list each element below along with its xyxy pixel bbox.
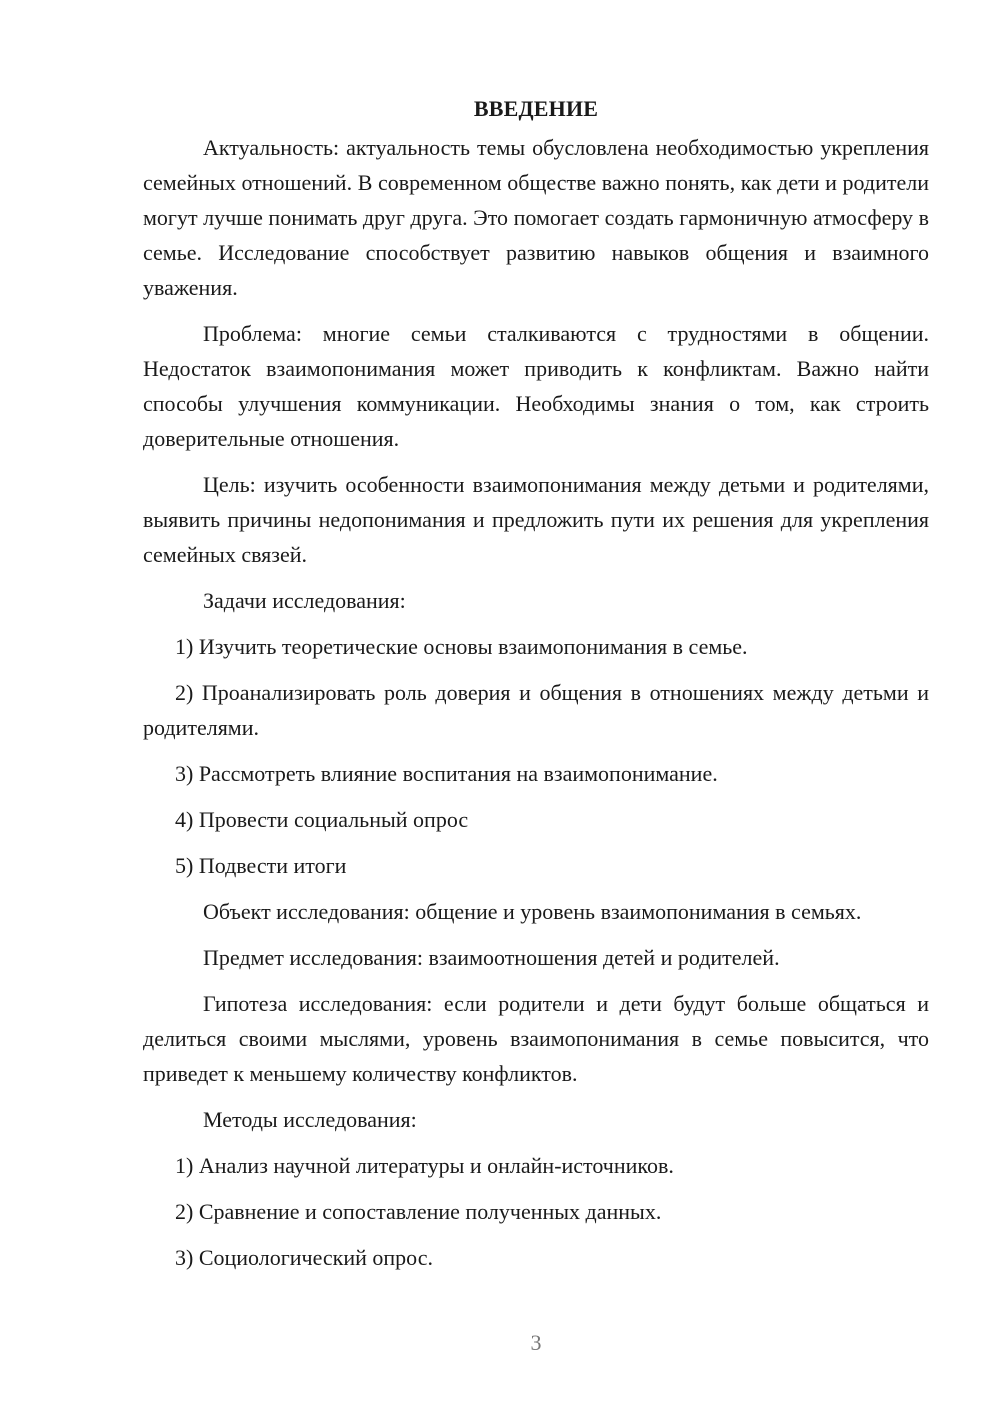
task-item: 3) Рассмотреть влияние воспитания на взаимопонимание. xyxy=(175,761,718,786)
method-item: 3) Социологический опрос. xyxy=(175,1245,433,1270)
goal-paragraph: Цель: изучить особенности взаимопонимания между детьми и родителями, выявить причины недопонимания и предложить пути их решения для укрепления семейных связей. xyxy=(143,472,929,567)
subject-paragraph: Предмет исследования: взаимоотношения детей и родителей. xyxy=(203,945,780,970)
object-paragraph: Объект исследования: общение и уровень взаимопонимания в семьях. xyxy=(203,899,862,924)
problem-paragraph: Проблема: многие семьи сталкиваются с трудностями в общении. Недостаток взаимопонимания может приводить к конфликтам. Важно найти способы улучшения коммуникации. Необходимы знания о том, как строить доверительные отношения. xyxy=(143,321,929,451)
hypothesis-paragraph: Гипотеза исследования: если родители и дети будут больше общаться и делиться своими мыслями, уровень взаимопонимания в семье повысится, что приведет к меньшему количеству конфликтов. xyxy=(143,991,929,1086)
task-item: 5) Подвести итоги xyxy=(175,853,347,878)
page-title: ВВЕДЕНИЕ xyxy=(473,96,599,121)
relevance-paragraph: Актуальность: актуальность темы обусловлена необходимостью укрепления семейных отношений. В современном обществе важно понять, как дети и родители могут лучше понимать друг друга. Это помогает создать гармоничную атмосферу в семье. Исследование способствует развитию навыков общения и взаимного уважения. xyxy=(143,135,929,300)
tasks-title: Задачи исследования: xyxy=(203,588,406,613)
document-page xyxy=(143,92,929,1286)
task-item: 1) Изучить теоретические основы взаимопонимания в семье. xyxy=(175,634,748,659)
methods-title: Методы исследования: xyxy=(203,1107,417,1132)
method-item: 1) Анализ научной литературы и онлайн-источников. xyxy=(175,1153,674,1178)
method-item: 2) Сравнение и сопоставление полученных данных. xyxy=(175,1199,662,1224)
task-item: 4) Провести социальный опрос xyxy=(175,807,469,832)
task-item: 2) Проанализировать роль доверия и общения в отношениях между детьми и родителями. xyxy=(143,680,929,740)
page-number: 3 xyxy=(530,1330,542,1355)
